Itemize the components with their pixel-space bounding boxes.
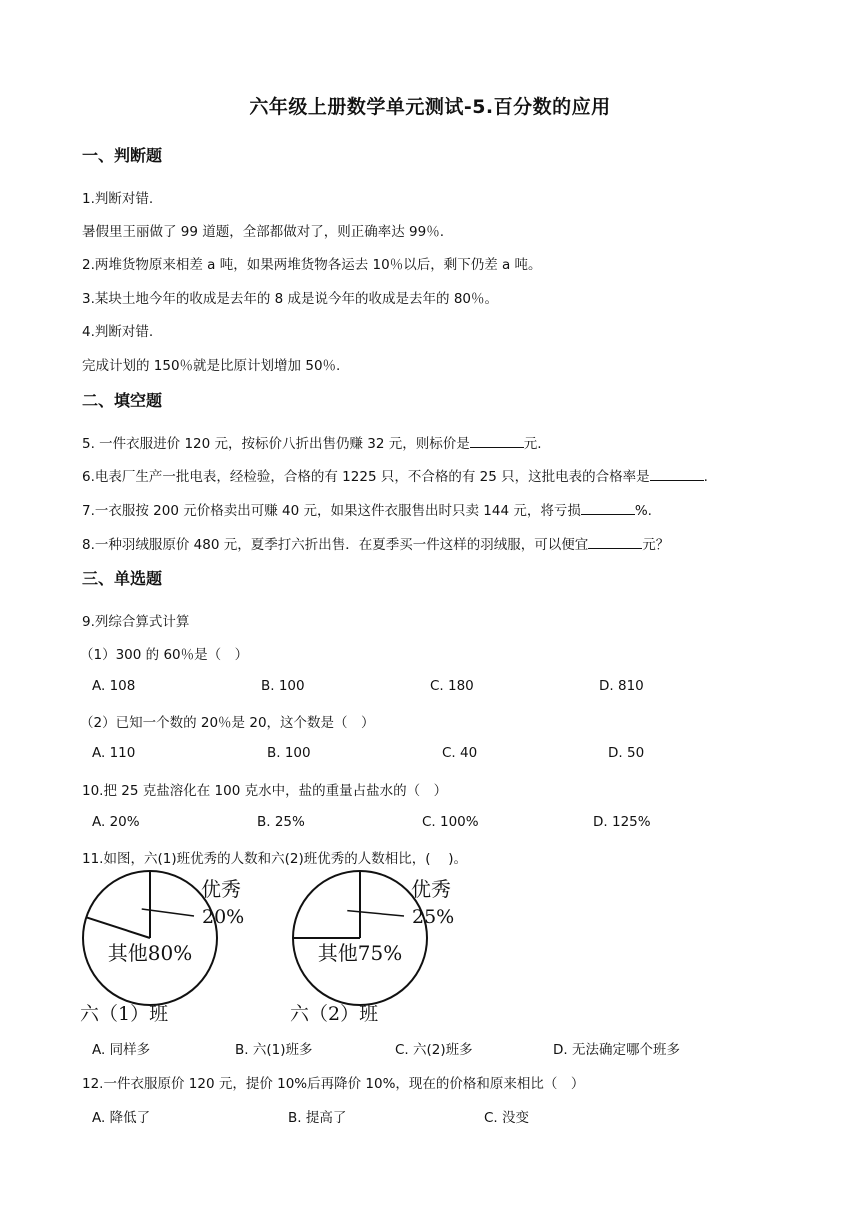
q12-stem: 12.一件衣服原价 120 元，提价 10%后再降价 10%，现在的价格和原来相比（ ） — [82, 1076, 585, 1092]
q9-p1-option-b[interactable]: B. 100 — [261, 678, 305, 694]
q6-pre: 6.电表厂生产一批电表，经检验，合格的有 1225 只，不合格的有 25 只，这批电表的合格率是 — [82, 469, 650, 485]
q9-part2: （2）已知一个数的 20％是 20，这个数是（ ） — [80, 715, 375, 731]
q7-answer-blank[interactable] — [581, 502, 635, 515]
section-heading-judge: 一、判断题 — [82, 146, 163, 165]
q8-line — [82, 533, 669, 553]
q9-p2-option-d[interactable]: D. 50 — [608, 745, 645, 761]
q6-answer-blank[interactable] — [650, 468, 704, 481]
q5-post: 元. — [523, 436, 542, 452]
q4-stem: 4.判断对错. — [82, 324, 154, 340]
q8-post: 元？ — [642, 537, 670, 553]
q5-pre: 5. 一件衣服进价 120 元，按标价八折出售仍赚 32 元，则标价是 — [82, 436, 470, 452]
q9-stem: 9.列综合算式计算 — [82, 614, 190, 630]
pie-label-excellent-1: 优秀 — [201, 877, 241, 901]
q11-option-b[interactable]: B. 六(1)班多 — [235, 1042, 313, 1058]
q10-option-c[interactable]: C. 100% — [422, 814, 479, 830]
pie-radius-slice-1 — [86, 917, 150, 938]
q6-post: . — [703, 469, 708, 485]
q9-part1: （1）300 的 60％是（ ） — [80, 647, 249, 663]
q3-stem: 3.某块土地今年的收成是去年的 8 成是说今年的收成是去年的 80％。 — [82, 291, 499, 307]
q1-text: 暑假里王丽做了 99 道题，全部都做对了，则正确率达 99％. — [82, 224, 445, 240]
q4-text: 完成计划的 150％就是比原计划增加 50％. — [82, 358, 341, 374]
q11-option-d[interactable]: D. 无法确定哪个班多 — [553, 1042, 680, 1058]
q8-answer-blank[interactable] — [588, 536, 642, 549]
q10-option-b[interactable]: B. 25% — [257, 814, 305, 830]
pie-title-2: 六（2）班 — [290, 1003, 379, 1025]
pie-label-other-1: 其他80% — [107, 941, 193, 965]
q10-stem: 10.把 25 克盐溶化在 100 克水中，盐的重量占盐水的（ ） — [82, 783, 448, 799]
page-title: 六年级上册数学单元测试-5.百分数的应用 — [249, 96, 611, 118]
q12-option-c[interactable]: C. 没变 — [484, 1110, 530, 1126]
q12-option-a[interactable]: A. 降低了 — [92, 1110, 151, 1126]
section-heading-fill: 二、填空题 — [82, 391, 163, 410]
pie-label-excellent-2: 优秀 — [411, 877, 451, 901]
q11-option-c[interactable]: C. 六(2)班多 — [395, 1042, 473, 1058]
q9-p2-option-a[interactable]: A. 110 — [92, 745, 136, 761]
section-heading-choice: 三、单选题 — [82, 569, 163, 588]
pie-charts-figure — [70, 868, 455, 1028]
q5-line — [82, 432, 542, 452]
q12-option-b[interactable]: B. 提高了 — [288, 1110, 347, 1126]
q2-stem: 2.两堆货物原来相差 a 吨，如果两堆货物各运去 10％以后，剩下仍差 a 吨。 — [82, 257, 542, 273]
q11-stem: 11.如图，六(1)班优秀的人数和六(2)班优秀的人数相比，( )。 — [82, 851, 468, 867]
q9-p2-option-c[interactable]: C. 40 — [442, 745, 478, 761]
q9-p2-option-b[interactable]: B. 100 — [267, 745, 311, 761]
pie-title-1: 六（1）班 — [80, 1003, 169, 1025]
q5-answer-blank[interactable] — [470, 435, 524, 448]
q7-pre: 7.一衣服按 200 元价格卖出可赚 40 元，如果这件衣服售出时只卖 144 元，将亏损 — [82, 503, 581, 519]
q10-option-a[interactable]: A. 20% — [92, 814, 140, 830]
q1-stem: 1.判断对错. — [82, 191, 154, 207]
q9-p1-option-c[interactable]: C. 180 — [430, 678, 474, 694]
q9-p1-option-a[interactable]: A. 108 — [92, 678, 136, 694]
q6-line — [82, 465, 708, 485]
q10-option-d[interactable]: D. 125% — [593, 814, 651, 830]
q11-option-a[interactable]: A. 同样多 — [92, 1042, 151, 1058]
pie-label-other-2: 其他75% — [317, 941, 403, 965]
q7-post: %. — [634, 503, 652, 519]
pie-label-excellent-pct-1: 20% — [202, 906, 245, 928]
pie-leader-line-2 — [347, 911, 404, 916]
q8-pre: 8.一种羽绒服原价 480 元，夏季打六折出售．在夏季买一件这样的羽绒服，可以便宜 — [82, 537, 589, 553]
q9-p1-option-d[interactable]: D. 810 — [599, 678, 644, 694]
q7-line — [82, 499, 652, 519]
pie-label-excellent-pct-2: 25% — [412, 906, 455, 928]
